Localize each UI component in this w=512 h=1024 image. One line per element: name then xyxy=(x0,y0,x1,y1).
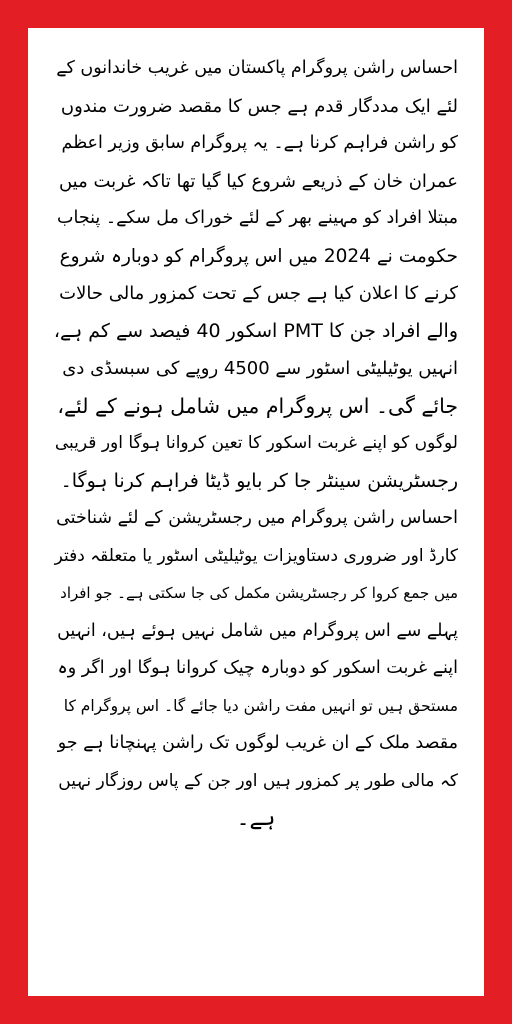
text-line: مبتلا افراد کو مہینے بھر کے لئے خوراک مل سکے۔ پنجاب xyxy=(57,208,458,228)
text-line: والے افراد جن کا PMT اسکور 40 فیصد سے کم ہے، xyxy=(53,319,458,342)
paragraph-2 xyxy=(54,500,458,838)
article-card xyxy=(28,28,484,996)
text-line: کہ مالی طور پر کمزور ہیں اور جن کے پاس روزگار نہیں xyxy=(58,770,458,791)
text-line: کو راشن فراہم کرنا ہے۔ یہ پروگرام سابق وزیر اعظم xyxy=(61,133,458,153)
text-line: مستحق ہیں تو انہیں مفت راشن دیا جائے گا۔ اس پروگرام کا xyxy=(63,696,458,715)
paragraph-1 xyxy=(54,50,458,500)
text-line: احساس راشن پروگرام پاکستان میں غریب خاندانوں کے xyxy=(56,58,458,78)
text-line: لوگوں کو اپنے غربت اسکور کا تعین کروانا ہوگا اور قریبی xyxy=(54,433,458,453)
text-line: کارڈ اور ضروری دستاویزات یوٹیلیٹی اسٹور یا متعلقہ دفتر xyxy=(54,545,458,566)
text-line: رجسٹریشن سینٹر جا کر بایو ڈیٹا فراہم کرنا ہوگا۔ xyxy=(60,469,458,492)
text-line: حکومت نے 2024 میں اس پروگرام کو دوبارہ شروع xyxy=(59,245,458,267)
text-line: لئے ایک مددگار قدم ہے جس کا مقصد ضرورت مندوں xyxy=(60,95,458,117)
text-line-final: ہے۔ xyxy=(236,806,276,831)
text-line: میں جمع کروا کر رجسٹریشن مکمل کی جا سکتی ہے۔ جو افراد xyxy=(60,584,458,602)
text-line: کرنے کا اعلان کیا ہے جس کے تحت کمزور مالی حالات xyxy=(59,283,458,304)
text-line: پہلے سے اس پروگرام میں شامل نہیں ہوئے ہیں، انہیں xyxy=(57,620,458,641)
text-line: انہیں یوٹیلیٹی اسٹور سے 4500 روپے کی سبسڈی دی xyxy=(62,358,458,379)
text-line: احساس راشن پروگرام میں رجسٹریشن کے لئے شناختی xyxy=(56,508,458,528)
text-line: جائے گی۔ اس پروگرام میں شامل ہونے کے لئے، xyxy=(57,393,458,418)
text-line: عمران خان کے ذریعے شروع کیا گیا تھا تاکہ غربت میں xyxy=(58,170,458,192)
text-line: مقصد ملک کے ان غریب لوگوں تک راشن پہنچانا ہے جو xyxy=(57,733,458,753)
text-line: اپنے غربت اسکور کو دوبارہ چیک کروانا ہوگا اور اگر وہ xyxy=(57,658,458,678)
